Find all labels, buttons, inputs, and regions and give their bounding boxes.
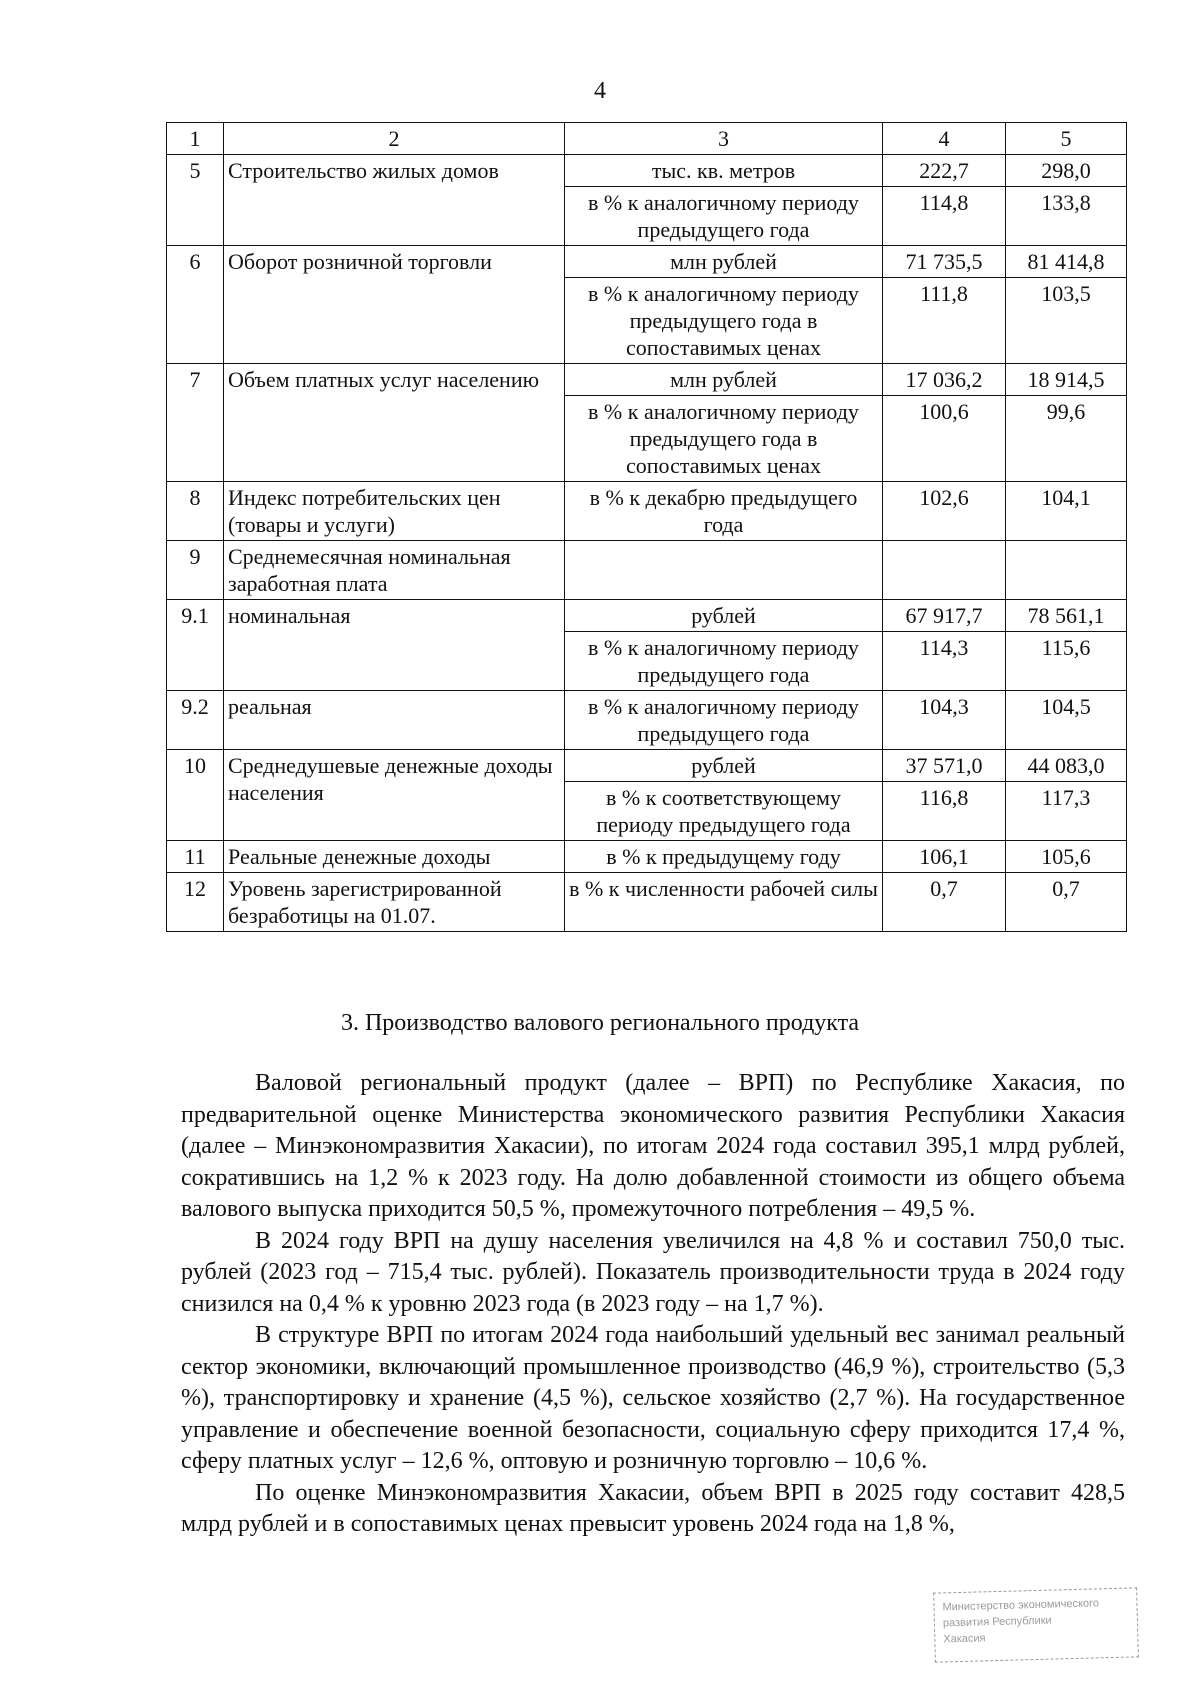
- value-2025-cell: 117,3: [1006, 782, 1127, 841]
- row-number-cell: 10: [167, 750, 224, 841]
- ministry-stamp: [933, 1587, 1139, 1662]
- value-2024-cell: 102,6: [883, 482, 1006, 541]
- value-2024-cell: 116,8: [883, 782, 1006, 841]
- table-row: [167, 364, 1127, 396]
- table-row: [167, 691, 1127, 750]
- value-2024-cell: 111,8: [883, 278, 1006, 364]
- value-2025-cell: 81 414,8: [1006, 246, 1127, 278]
- indicator-name-cell: реальная: [224, 691, 565, 750]
- value-2025-cell: 104,5: [1006, 691, 1127, 750]
- table-row: [167, 841, 1127, 873]
- value-2024-cell: 100,6: [883, 396, 1006, 482]
- unit-cell: рублей: [565, 600, 883, 632]
- value-2024-cell: 106,1: [883, 841, 1006, 873]
- unit-cell: млн рублей: [565, 246, 883, 278]
- value-2024-cell: [883, 541, 1006, 600]
- unit-cell: в % к предыдущему году: [565, 841, 883, 873]
- indicator-name-cell: Среднедушевые денежные доходы населения: [224, 750, 565, 841]
- row-number-cell: 7: [167, 364, 224, 482]
- value-2025-cell: 99,6: [1006, 396, 1127, 482]
- value-2024-cell: 222,7: [883, 155, 1006, 187]
- table-row: [167, 873, 1127, 932]
- table-header-cell: 4: [883, 123, 1006, 155]
- value-2025-cell: 115,6: [1006, 632, 1127, 691]
- section-title: 3. Производство валового регионального продукта: [340, 1010, 860, 1036]
- row-number-cell: 5: [167, 155, 224, 246]
- table-header-cell: 3: [565, 123, 883, 155]
- table-header-row: [167, 123, 1127, 155]
- unit-cell: [565, 541, 883, 600]
- paragraph: В 2024 году ВРП на душу населения увеличился на 4,8 % и составил 750,0 тыс. рублей (2023 год – 715,4 тыс. рублей). Показатель производительности труда в 2024 году снизился на 0,4 % к уровню 2023 года (в 2023 году – на 1,7 %).: [181, 1227, 1125, 1317]
- paragraph: Валовой региональный продукт (далее – ВРП) по Республике Хакасия, по предварительной оценке Министерства экономического развития Республики Хакасия (далее – Минэкономразвития Хакасии), по итогам 2024 года составил 395,1 млрд рублей, сократившись на 1,2 % к 2023 году. На долю добавленной стоимости из общего объема валового выпуска приходится 50,5 %, промежуточного потребления – 49,5 %.: [181, 1070, 1125, 1222]
- value-2024-cell: 114,8: [883, 187, 1006, 246]
- row-number-cell: 9.1: [167, 600, 224, 691]
- unit-cell: в % к численности рабочей силы: [565, 873, 883, 932]
- stamp-line: развития Республики: [942, 1614, 1052, 1630]
- table-row: [167, 600, 1127, 632]
- indicator-name-cell: Оборот розничной торговли: [224, 246, 565, 364]
- value-2024-cell: 0,7: [883, 873, 1006, 932]
- value-2025-cell: 44 083,0: [1006, 750, 1127, 782]
- unit-cell: млн рублей: [565, 364, 883, 396]
- value-2024-cell: 114,3: [883, 632, 1006, 691]
- indicator-name-cell: Реальные денежные доходы: [224, 841, 565, 873]
- value-2024-cell: 37 571,0: [883, 750, 1006, 782]
- value-2025-cell: 104,1: [1006, 482, 1127, 541]
- row-number-cell: 9.2: [167, 691, 224, 750]
- indicator-name-cell: Объем платных услуг населению: [224, 364, 565, 482]
- stamp-line: Хакасия: [943, 1632, 986, 1646]
- table-row: [167, 246, 1127, 278]
- table-header-cell: 5: [1006, 123, 1127, 155]
- paragraph: В структуре ВРП по итогам 2024 года наибольший удельный вес занимал реальный сектор экономики, включающий промышленное производство (46,9 %), строительство (5,3 %), транспортировку и хранение (4,5 %), сельское хозяйство (2,7 %). На государственное управление и обеспечение военной безопасности, социальную сферу приходится 17,4 %, сферу платных услуг – 12,6 %, оптовую и розничную торговлю – 10,6 %.: [181, 1322, 1125, 1474]
- value-2024-cell: 17 036,2: [883, 364, 1006, 396]
- row-number-cell: 12: [167, 873, 224, 932]
- row-number-cell: 11: [167, 841, 224, 873]
- row-number-cell: 6: [167, 246, 224, 364]
- table-row: [167, 155, 1127, 187]
- row-number-cell: 9: [167, 541, 224, 600]
- unit-cell: в % к декабрю предыдущего года: [565, 482, 883, 541]
- paragraph: По оценке Минэкономразвития Хакасии, объем ВРП в 2025 году составит 428,5 млрд рублей и в сопоставимых ценах превысит уровень 2024 года на 1,8 %,: [181, 1479, 1125, 1537]
- unit-cell: в % к аналогичному периоду предыдущего года в сопоставимых ценах: [565, 396, 883, 482]
- unit-cell: в % к аналогичному периоду предыдущего года в сопоставимых ценах: [565, 278, 883, 364]
- indicator-name-cell: номинальная: [224, 600, 565, 691]
- row-number-cell: 8: [167, 482, 224, 541]
- value-2025-cell: [1006, 541, 1127, 600]
- indicator-name-cell: Уровень зарегистрированной безработицы на 01.07.: [224, 873, 565, 932]
- unit-cell: в % к аналогичному периоду предыдущего года: [565, 691, 883, 750]
- indicators-table: [166, 122, 1127, 932]
- table-row: [167, 482, 1127, 541]
- value-2025-cell: 105,6: [1006, 841, 1127, 873]
- table-row: [167, 541, 1127, 600]
- indicator-name-cell: Строительство жилых домов: [224, 155, 565, 246]
- page-number: 4: [594, 78, 606, 104]
- table-header-cell: 2: [224, 123, 565, 155]
- value-2024-cell: 71 735,5: [883, 246, 1006, 278]
- value-2024-cell: 67 917,7: [883, 600, 1006, 632]
- unit-cell: в % к аналогичному периоду предыдущего года: [565, 632, 883, 691]
- value-2025-cell: 103,5: [1006, 278, 1127, 364]
- table-row: [167, 750, 1127, 782]
- value-2025-cell: 0,7: [1006, 873, 1127, 932]
- value-2025-cell: 133,8: [1006, 187, 1127, 246]
- unit-cell: рублей: [565, 750, 883, 782]
- unit-cell: в % к аналогичному периоду предыдущего года: [565, 187, 883, 246]
- stamp-line: Министерство экономического: [942, 1597, 1100, 1614]
- table-header-cell: 1: [167, 123, 224, 155]
- value-2024-cell: 104,3: [883, 691, 1006, 750]
- body-text: [181, 1068, 1125, 1541]
- unit-cell: тыс. кв. метров: [565, 155, 883, 187]
- value-2025-cell: 18 914,5: [1006, 364, 1127, 396]
- value-2025-cell: 78 561,1: [1006, 600, 1127, 632]
- indicator-name-cell: Индекс потребительских цен (товары и услуги): [224, 482, 565, 541]
- unit-cell: в % к соответствующему периоду предыдущего года: [565, 782, 883, 841]
- value-2025-cell: 298,0: [1006, 155, 1127, 187]
- indicator-name-cell: Среднемесячная номинальная заработная плата: [224, 541, 565, 600]
